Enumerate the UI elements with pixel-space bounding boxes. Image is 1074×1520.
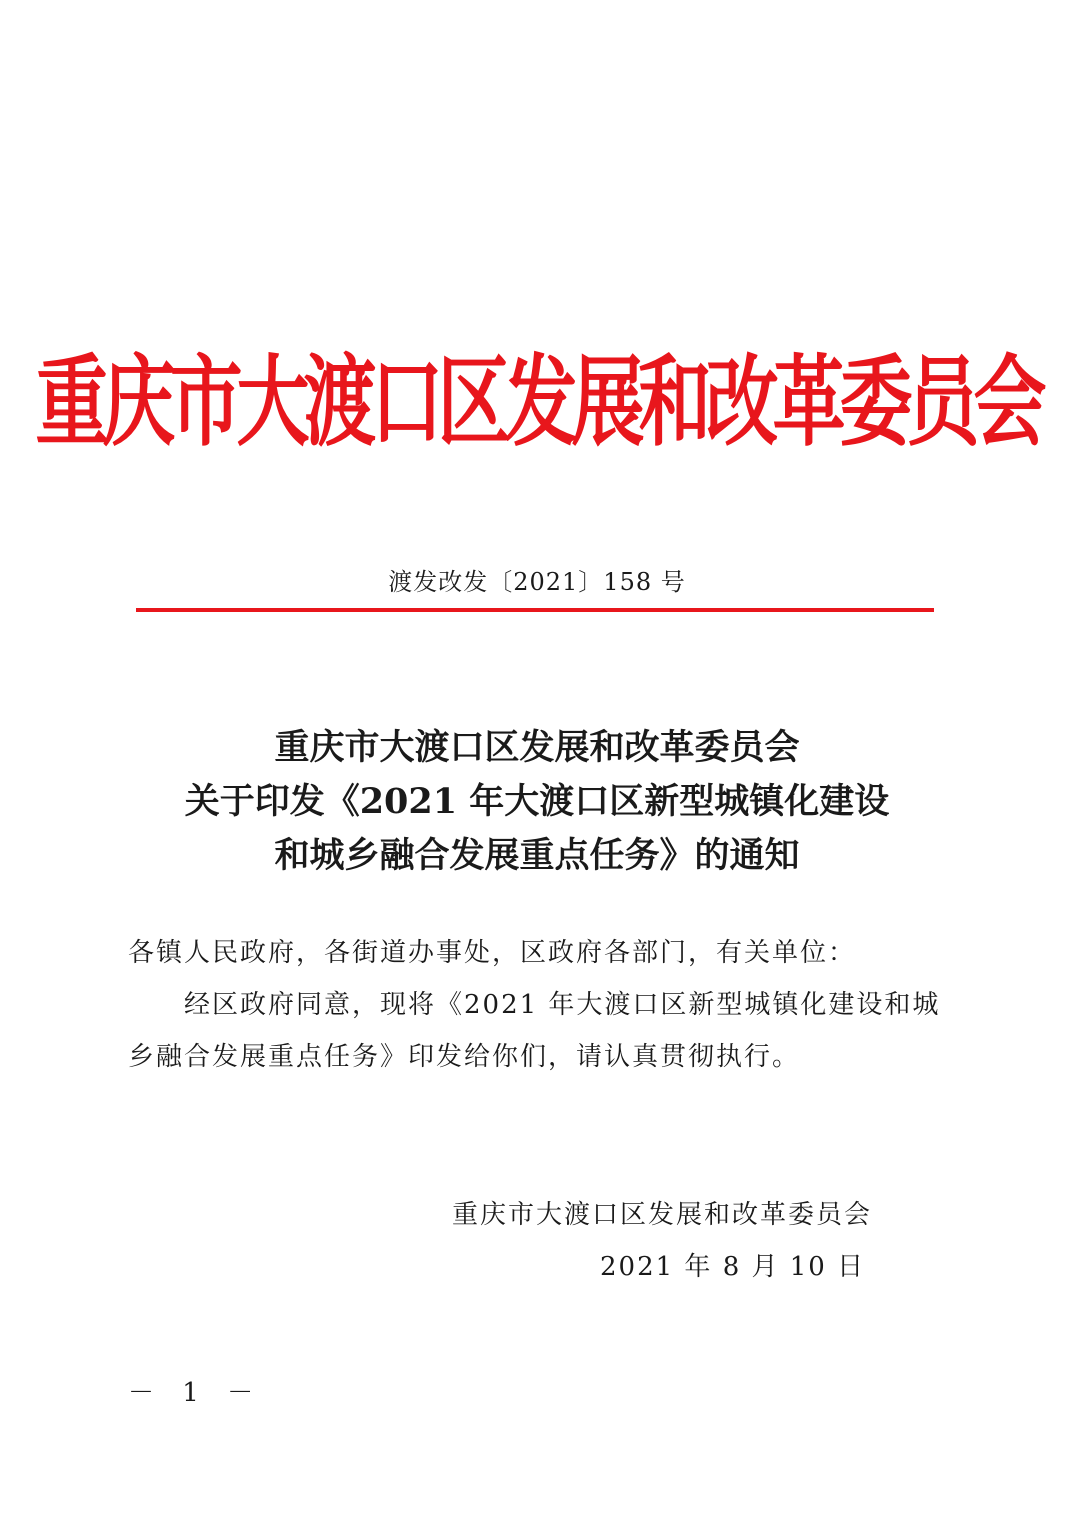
signature-organization: 重庆市大渡口区发展和改革委员会	[452, 1200, 873, 1230]
document-title-line-1: 重庆市大渡口区发展和改革委员会	[274, 727, 800, 768]
document-title-line-2: 关于印发《2021 年大渡口区新型城镇化建设	[184, 781, 890, 822]
red-separator-rule	[136, 608, 934, 612]
page-number: － 1 －	[128, 1378, 264, 1408]
issuing-authority-masthead: 重庆市大渡口区发展和改革委员会	[35, 345, 1041, 460]
signature-date: 2021 年 8 月 10 日	[600, 1252, 866, 1282]
document-number: 渡发改发〔2021〕158 号	[388, 568, 686, 596]
body-paragraph-line-2: 乡融合发展重点任务》印发给你们，请认真贯彻执行。	[128, 1042, 801, 1072]
document-title-line-3: 和城乡融合发展重点任务》的通知	[274, 835, 800, 876]
addressee-line: 各镇人民政府，各街道办事处，区政府各部门，有关单位：	[128, 938, 857, 968]
body-paragraph-line-1: 经区政府同意，现将《2021 年大渡口区新型城镇化建设和城	[184, 990, 941, 1020]
